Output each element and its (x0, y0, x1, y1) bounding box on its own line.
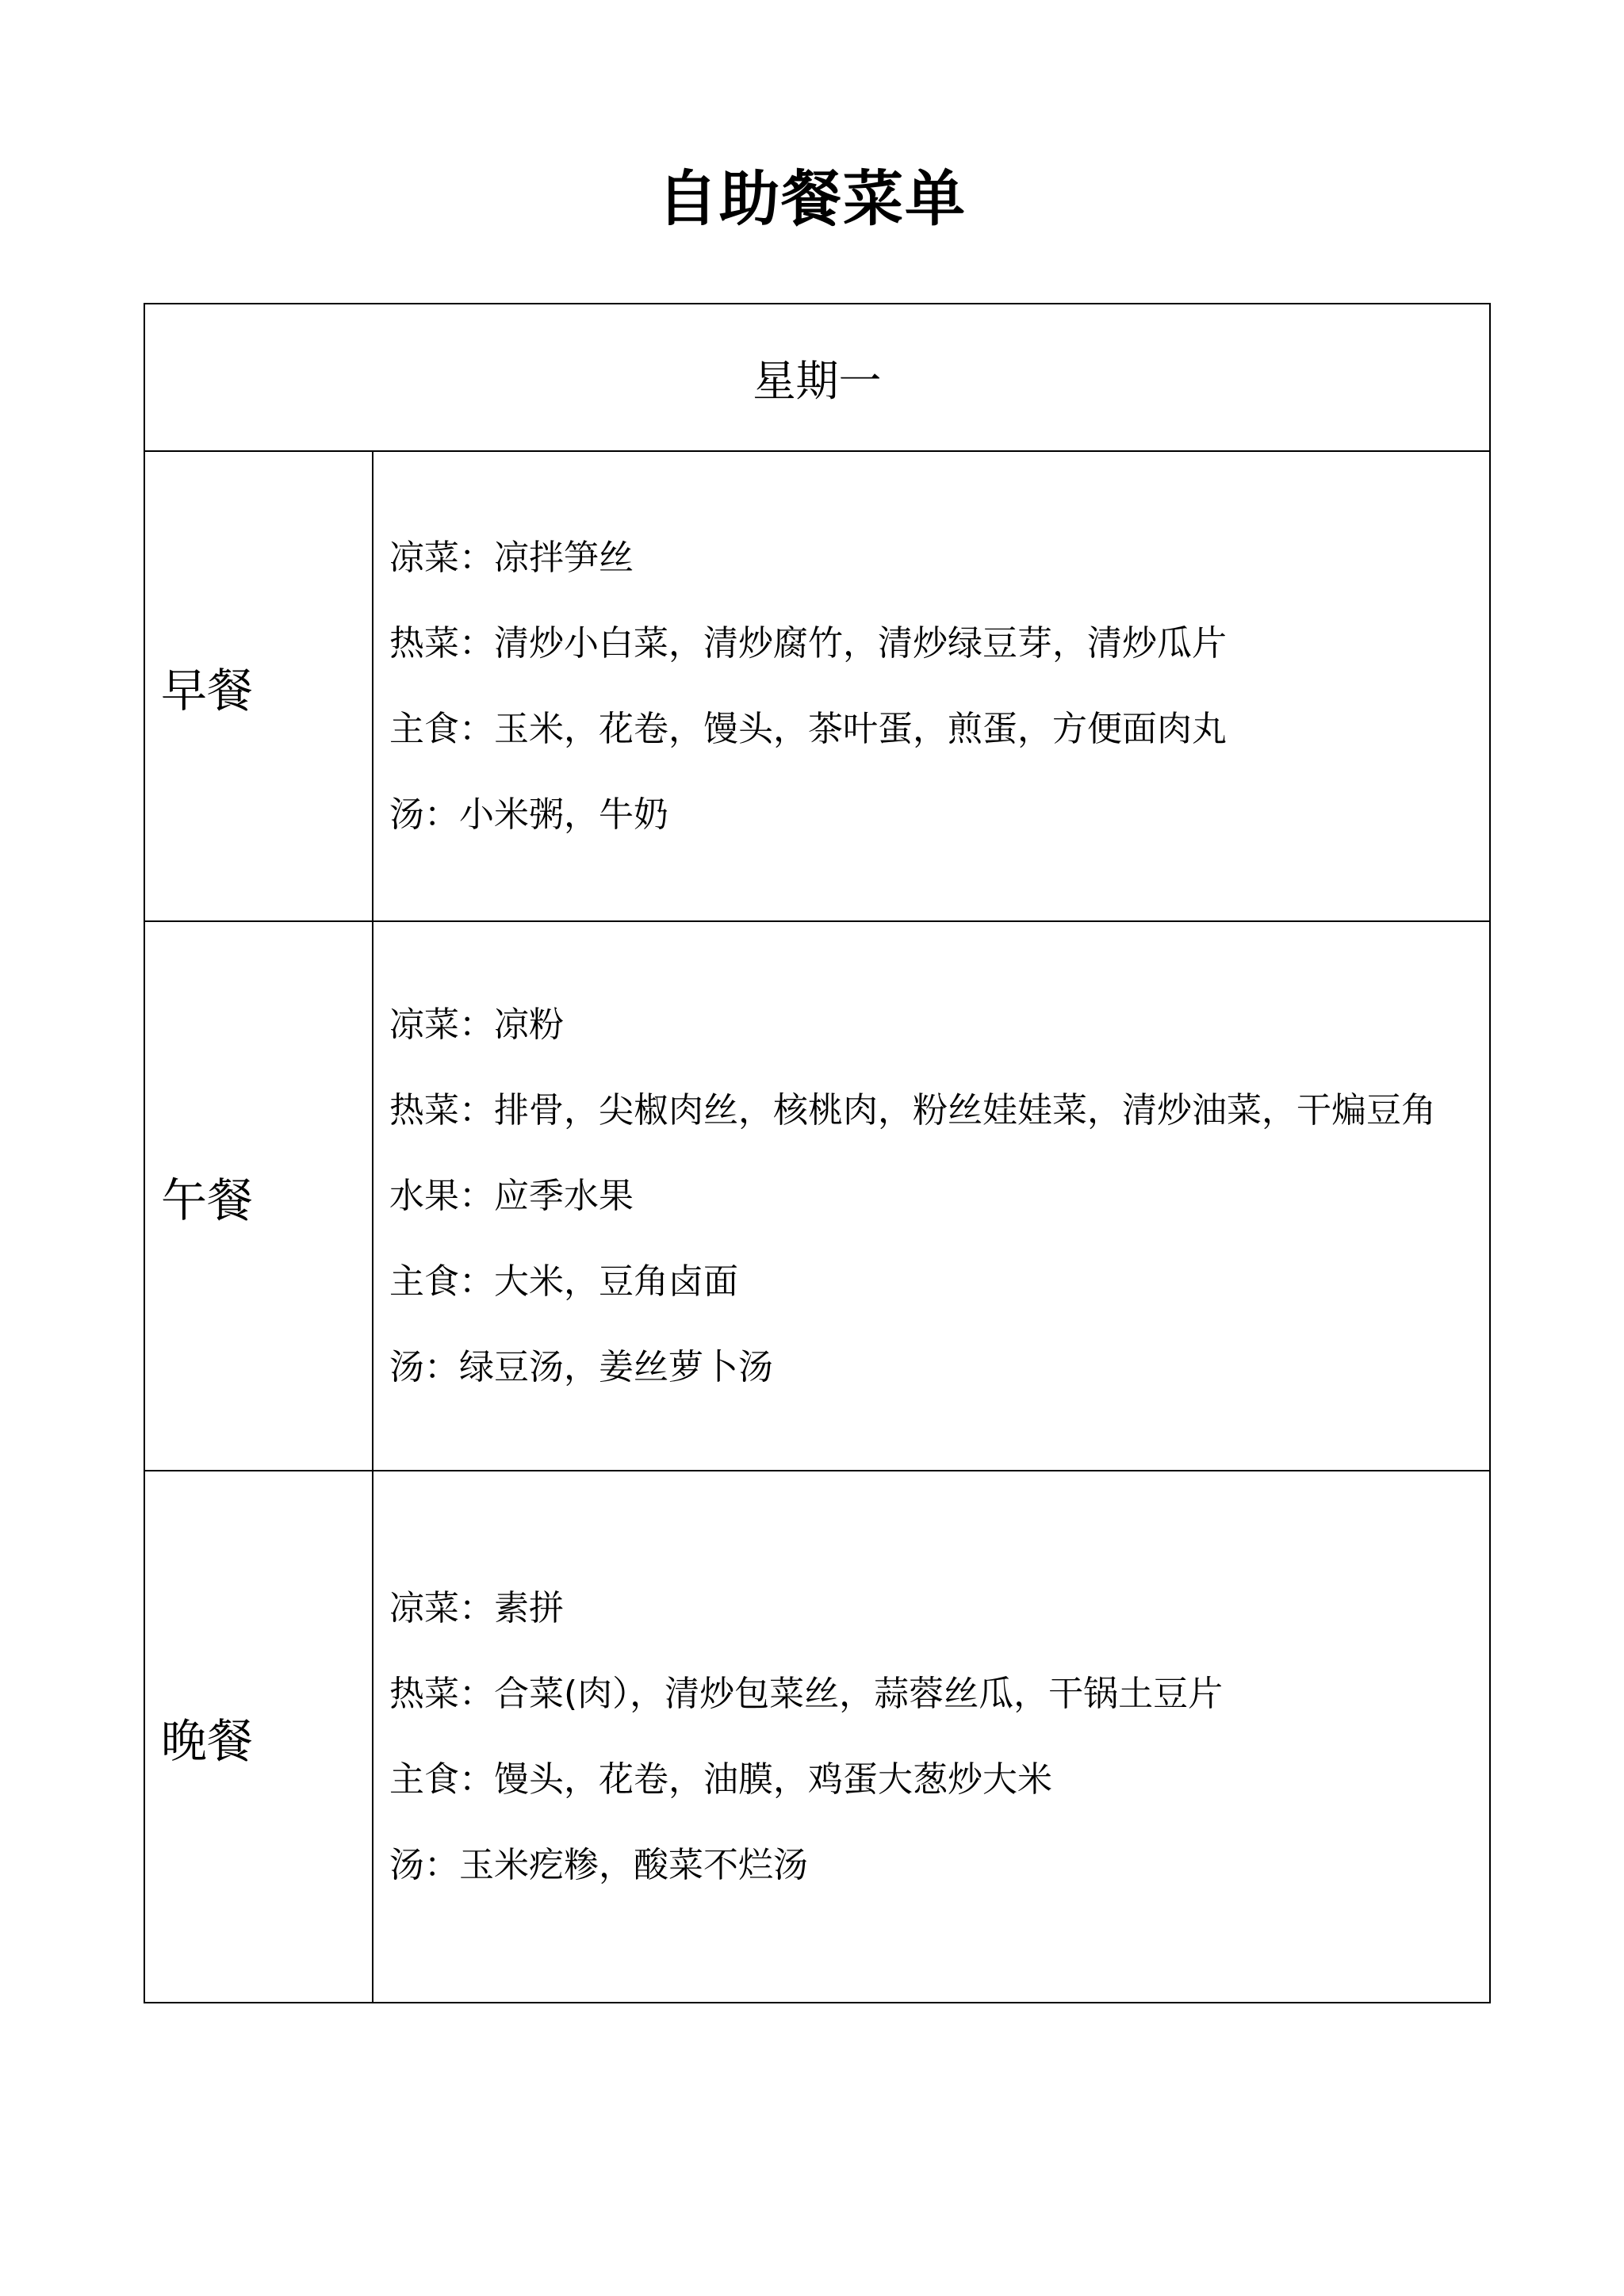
menu-item: 主食：大米，豆角卤面 (389, 1261, 738, 1302)
menu-item: 汤：玉米疙糁，酸菜不烂汤 (389, 1844, 808, 1885)
menu-item: 水果：应季水果 (389, 1175, 634, 1216)
page-title: 自助餐菜单 (657, 163, 967, 234)
meal-row-dinner (144, 1471, 1490, 2003)
menu-item: 凉菜：素拼 (389, 1587, 564, 1628)
meal-name-breakfast: 早餐 (144, 451, 373, 921)
menu-item: 汤：绿豆汤，姜丝萝卜汤 (389, 1346, 773, 1387)
menu-item: 主食：玉米，花卷，馒头，茶叶蛋，煎蛋，方便面肉丸 (389, 708, 1227, 749)
menu-item: 凉菜：凉粉 (389, 1004, 564, 1045)
menu-table (144, 303, 1491, 2003)
menu-item: 汤：小米粥，牛奶 (389, 794, 668, 835)
meal-items-dinner (373, 1471, 1490, 2003)
meal-items-breakfast (373, 451, 1490, 921)
menu-item: 热菜：合菜(肉），清炒包菜丝，蒜蓉丝瓜，干锅土豆片 (389, 1673, 1224, 1714)
day-header: 星期一 (144, 304, 1490, 451)
day-header-row (144, 304, 1490, 451)
menu-item: 热菜：排骨，尖椒肉丝，核桃肉，粉丝娃娃菜，清炒油菜，干煸豆角 (389, 1089, 1436, 1131)
meal-name-dinner: 晚餐 (144, 1471, 373, 2003)
meal-row-lunch (144, 921, 1490, 1471)
meal-items-lunch (373, 921, 1490, 1471)
meal-row-breakfast (144, 451, 1490, 921)
meal-name-lunch: 午餐 (144, 921, 373, 1471)
menu-item: 主食：馒头，花卷，油膜，鸡蛋大葱炒大米 (389, 1758, 1052, 1800)
menu-item: 凉菜：凉拌笋丝 (389, 537, 634, 578)
menu-item: 热菜：清炒小白菜，清炒腐竹，清炒绿豆芽，清炒瓜片 (389, 622, 1227, 664)
